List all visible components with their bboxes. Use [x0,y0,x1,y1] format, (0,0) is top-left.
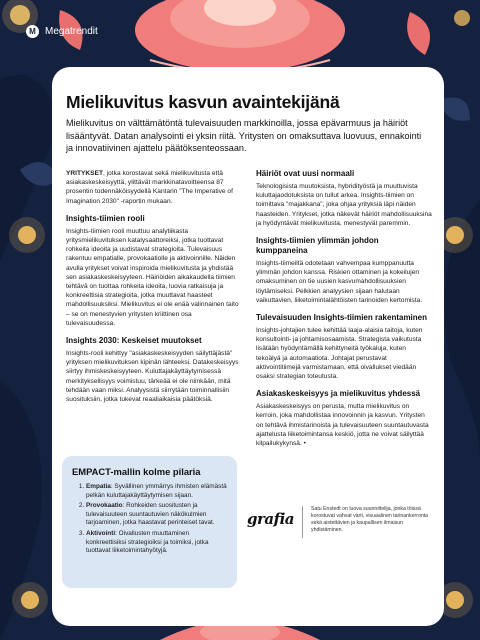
empact-item: 3. Aktivointi: Oivallusten muuttaminen konkreettisiksi strategioiksi ja toimiksi, jotka tuottavat liiketoimintahyötyjä. [86,530,227,556]
grafia-logo: grafia [247,510,294,528]
article-lead: Mielikuvitus on välttämätöntä tulevaisuuden markkinoilla, jossa epävarmuus ja häiriöt lisääntyvät. Datan analysointi ei yksin riitä. Yritysten on omaksuttava luovuus, ennakointi ja innovatiivinen ajattelu päätöksenteossaan. [66,118,422,153]
intro-paragraph [66,169,242,206]
intro-text: , jotka korostavat sekä mielikuvitusta että asiakaskeskeisyyttä, ylittävät markkinatavoitteensa 87 prosentin todennäköisyydellä Kantarin "The Imperative of Imagination 2030" -raportin mukaan. [66,170,233,205]
footer-divider [302,506,303,538]
section-body: Insights-johtajien tulee kehittää laaja-alaisia taitoja, kuten konsultointi- ja johtamisosaamista. Strategista vaikutusta lisätään hyödyntämällä kehittyneitä työkaluja, kuten tekoälyä ja automaatiota. Johtajat perustavat aktivointitiimejä varmistamaan, että oivallukset viedään osaksi strategian toteutusta. [256,327,423,381]
empact-box [62,456,237,588]
section-body: Insights-tiimeiltä odotetaan vahvempaa kumppanuutta ylimmän johdon kanssa. Riskien ottaminen ja kokeilujen omaksuminen on tie uusien kasvumahdollisuuksien löytämiseksi. Pelkkien analyysien sijaan halutaan vaikuttavien, liiketoimintalähtöisten tarinoiden kertomista. [256,260,423,304]
megatrendit-logo-icon: M [26,25,39,38]
section-body: Insights-tiimien rooli muuttuu analytiikasta yritysmielikuvituksen katalysaattoreiksi, jotka tuottavat rohkeita ideoita ja uudistavat strategioita. Tulevaisuus rakentuu empatialle, provokaatiolle ja aktivoinnille. Näiden avulla yritykset voivat inspiroida mielikuvitusta ja yhdistää sen asiakaskeskeisyyteen. Häiriöiden aikakaudella tiimien tehtävä on tuottaa rohkeita ideoita, luovia ratkaisuja ja konkreettisia strategioita, jotka muuttavat haasteet mahdollisuuksiksi. Mielikuvitus ei ole enää valinnainen taito – se on menestyvien yritysten kriittinen osa tulevaisuudessa. [66,227,239,327]
section-heading: Tulevaisuuden Insights-tiimien rakentaminen [256,313,427,323]
section-body: Insights-rooli kehittyy "asiakaskeskeisyyden säilyttäjästä" yrityksen mielikuvituksen kipinän lähteeksi. Datakeskeisyys siirtyy ihmiskeskeisyyteen. Kuluttajakäyttäytymisessä merkityksellisyys voimistuu, tärkeää ei ole niinkään, mitä tehdään vaan miksi. Analyysistä siirrytään toiminnallisiin suosituksiin, jotka tukevat reaaliaikaisia päätöksiä. [66,350,239,404]
section-heading: Häiriöt ovat uusi normaali [256,169,355,178]
article-card [52,67,444,626]
section-body: Teknologisista muutoksista, hybridityöstä ja muuttuvista kuluttajaodotuksista on tullut arkea. Insights-tiimien on toimittava "majakkana", joka ohjaa yrityksiä läpi näiden haasteiden. Yritykset, jotka näkevät häiriöt mahdollisuuksina ja hyödyntävät mielikuvitusta, menestyvät paremmin. [256,183,432,227]
section-heading: Insights 2030: Keskeiset muutokset [66,336,202,346]
author-credit: Satu Enstedt on luova suunnittelija, jonka töissä korostuvat vahvat värit, visuaalinen tarinankerronta sekä aistettävien ja kaupallisen ilmaisun yhdistäminen. [310,506,429,533]
brand-name: Megatrendit [45,26,98,37]
section-heading: Insights-tiimien rooli [66,213,145,223]
empact-list [72,483,227,556]
left-column [66,169,242,452]
section-body: Asiakaskeskeisyys on perusta, mutta mielikuvitus on kerroin, joka mahdollistaa innovoinnin ja kasvun. Yritysten on tehtävä ihmistarinoista ja tulevaisuuteen suuntautuvasta ajattelusta liiketoimintansa keskiö, jotta ne voivat säilyttää kilpailukykynsä. • [256,403,429,448]
article-columns [66,169,432,452]
empact-title: EMPACT-mallin kolme pilaria [72,466,201,477]
article-title: Mielikuvitus kasvun avaintekijänä [66,92,340,112]
empact-item: 1. Empatia: Syvällinen ymmärrys ihmisten elämästä pelkän kuluttajakäyttäytymisen sijaan. [86,483,227,500]
empact-item: 2. Provokaatio: Rohkeiden suositusten ja tulevaisuuteen suuntautuvien näkökulmien tarjoaminen, jotka haastavat perinteiset tavat. [86,502,227,528]
section-heading: Asiakaskeskeisyys ja mielikuvitus yhdessä [256,389,421,399]
intro-caps: YRITYKSET [66,170,104,177]
right-column [256,169,432,452]
section-heading: Insights-tiimien ylimmän johdon kumppaneina [256,236,379,256]
brand-header [26,25,98,38]
author-footer [247,506,435,538]
